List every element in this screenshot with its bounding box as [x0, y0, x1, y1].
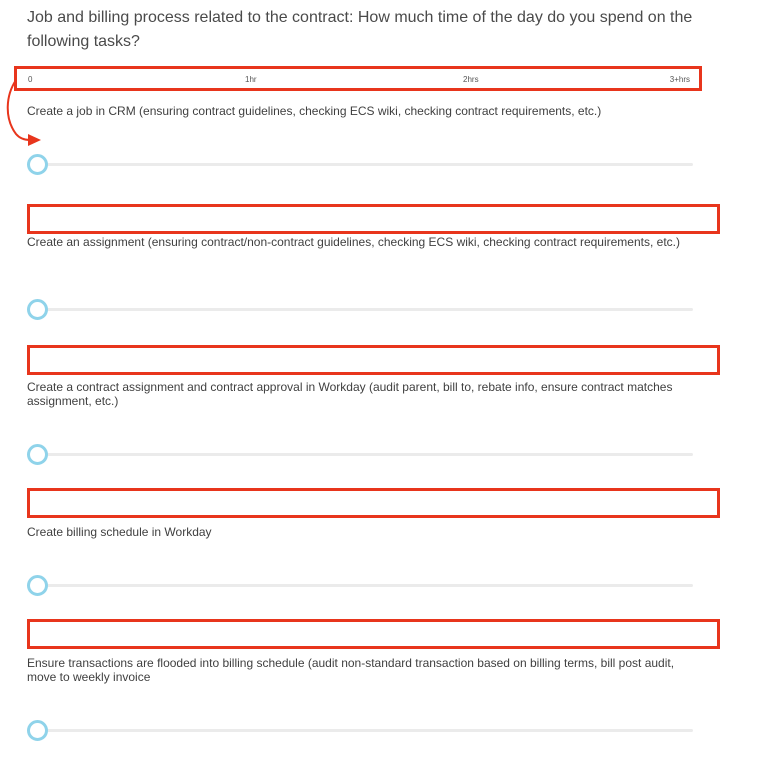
annotation-box — [27, 619, 720, 649]
scale-tick-2hrs: 2hrs — [463, 75, 479, 84]
task-label-create-job: Create a job in CRM (ensuring contract guidelines, checking ECS wiki, checking contract requirements, etc.) — [27, 104, 602, 118]
slider-track[interactable] — [35, 453, 693, 456]
task-label-billing-schedule: Create billing schedule in Workday — [27, 525, 212, 539]
annotation-box — [27, 488, 720, 518]
slider-create-job[interactable] — [27, 154, 693, 176]
task-label-create-assignment: Create an assignment (ensuring contract/non-contract guidelines, checking ECS wiki, checking contract requirements, etc.) — [27, 235, 680, 249]
slider-handle[interactable] — [27, 575, 48, 596]
slider-handle[interactable] — [27, 444, 48, 465]
slider-handle[interactable] — [27, 720, 48, 741]
slider-handle[interactable] — [27, 154, 48, 175]
time-scale-header — [14, 66, 702, 91]
slider-track[interactable] — [35, 584, 693, 587]
annotation-box — [27, 204, 720, 234]
scale-tick-0: 0 — [28, 75, 33, 84]
slider-contract-assignment[interactable] — [27, 444, 693, 466]
task-label-contract-assignment: Create a contract assignment and contract approval in Workday (audit parent, bill to, rebate info, ensure contract matches assignment, etc.) — [27, 380, 673, 408]
task-label-flood-transactions: Ensure transactions are flooded into billing schedule (audit non-standard transaction based on billing terms, bill post audit, move to weekly invoice — [27, 656, 675, 684]
question-title: Job and billing process related to the contract: How much time of the day do you spend on the following tasks? — [27, 9, 693, 50]
slider-billing-schedule[interactable] — [27, 575, 693, 597]
scale-tick-1hr: 1hr — [245, 75, 257, 84]
slider-handle[interactable] — [27, 299, 48, 320]
scale-tick-3plus-hrs: 3+hrs — [669, 75, 690, 84]
slider-create-assignment[interactable] — [27, 299, 693, 321]
slider-track[interactable] — [35, 308, 693, 311]
annotation-box — [27, 345, 720, 375]
slider-flood-transactions[interactable] — [27, 720, 693, 742]
slider-track[interactable] — [35, 729, 693, 732]
slider-track[interactable] — [35, 163, 693, 166]
